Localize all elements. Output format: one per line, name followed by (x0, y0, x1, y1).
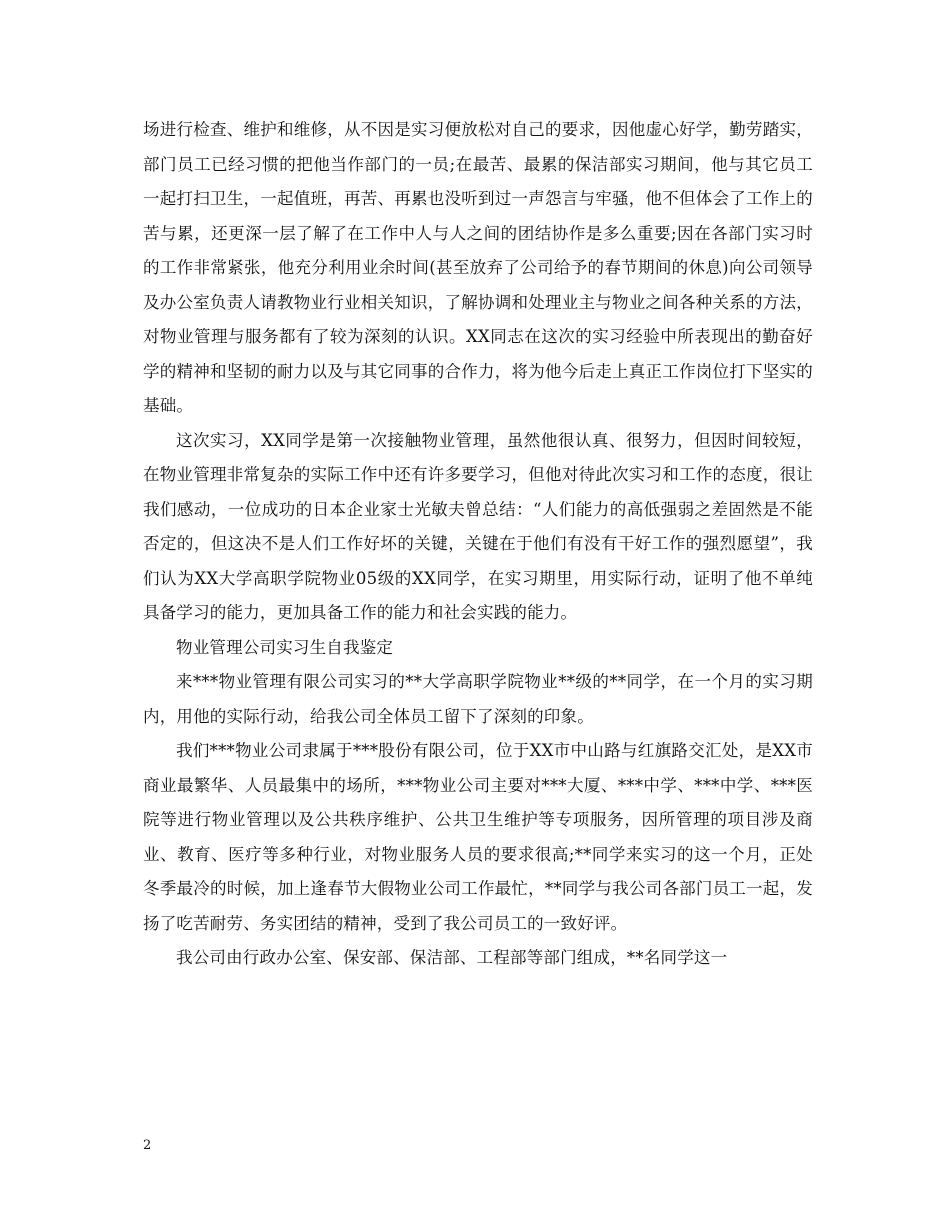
document-body (143, 113, 813, 976)
section-heading: 物业管理公司实习生自我鉴定 (176, 637, 394, 657)
paragraph-company: 我们***物业公司隶属于***股份有限公司，位于XX市中山路与红旗路交汇处，是XX市商业最繁华、人员最集中的场所，***物业公司主要对***大厦、***中学、***中学、***医院等进行物业管理以及公共秩序维护、公共卫生维护等专项服务，因所管理的项目涉及商业、教育、医疗等多种行业，对物业服务人员的要求很高;**同学来实习的这一个月，正处冬季最冷的时候，加上逢春节大假物业公司工作最忙，**同学与我公司各部门员工一起，发扬了吃苦耐劳、务实团结的精神，受到了我公司员工的一致好评。 (143, 741, 813, 933)
paragraph-intro: 来***物业管理有限公司实习的**大学高职学院物业**级的**同学，在一个月的实习期内，用他的实际行动，给我公司全体员工留下了深刻的印象。 (143, 672, 813, 726)
paragraph-departments: 我公司由行政办公室、保安部、保洁部、工程部等部门组成，**名同学这一 (176, 948, 728, 967)
page-number: 2 (143, 1138, 152, 1153)
paragraph-continuation: 场进行检查、维护和维修，从不因是实习便放松对自己的要求，因他虚心好学，勤劳踏实，部门员工已经习惯的把他当作部门的一员;在最苦、最累的保洁部实习期间，他与其它员工一起打扫卫生，一起值班，再苦、再累也没听到过一声怨言与牢骚，他不但体会了工作上的苦与累，还更深一层了解了在工作中人与人之间的团结协作是多么重要;因在各部门实习时的工作非常紧张，他充分利用业余时间(甚至放弃了公司给予的春节期间的休息)向公司领导及办公室负责人请教物业行业相关知识，了解协调和处理业主与物业之间各种关系的方法，对物业管理与服务都有了较为深刻的认识。XX同志在这次的实习经验中所表现出的勤奋好学的精神和坚韧的耐力以及与其它同事的合作力，将为他今后走上真正工作岗位打下坚实的基础。 (143, 120, 813, 415)
paragraph-internship-review: 这次实习，XX同学是第一次接触物业管理，虽然他很认真、很努力，但因时间较短，在物业管理非常复杂的实际工作中还有许多要学习，但他对待此次实习和工作的态度，很让我们感动，一位成功的日本企业家士光敏夫曾总结：“人们能力的高低强弱之差固然是不能否定的，但这决不是人们工作好坏的关键，关键在于他们有没有干好工作的强烈愿望”，我们认为XX大学高职学院物业05级的XX同学，在实习期里，用实际行动，证明了他不单纯具备学习的能力，更加具备工作的能力和社会实践的能力。 (143, 430, 813, 622)
